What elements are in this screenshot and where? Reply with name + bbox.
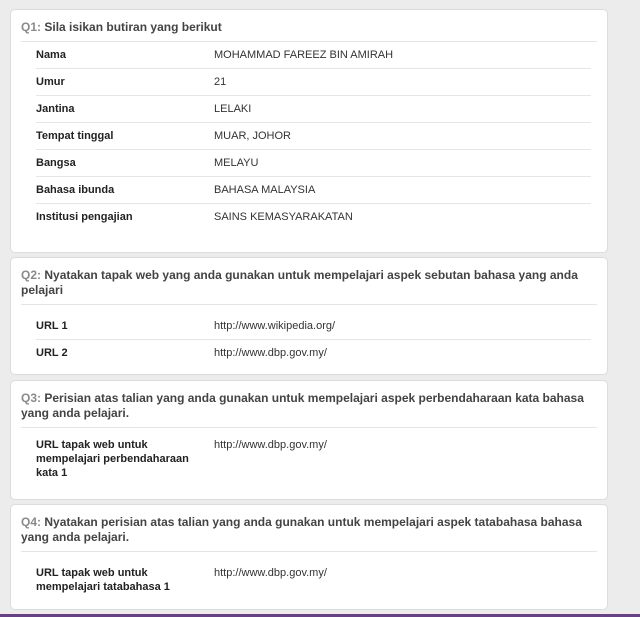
answer-row-institusi-pengajian bbox=[36, 204, 591, 230]
question-card-q2 bbox=[10, 257, 608, 375]
field-label: URL 1 bbox=[36, 320, 68, 332]
answer-table bbox=[21, 305, 597, 366]
question-card-q3 bbox=[10, 380, 608, 500]
field-label: URL tapak web untuk mempelajari perbendaharaan kata 1 bbox=[36, 439, 189, 479]
question-heading bbox=[21, 258, 597, 305]
answer-row-bahasa-ibunda bbox=[36, 177, 591, 204]
field-value: http://www.dbp.gov.my/ bbox=[214, 439, 327, 451]
field-label: Jantina bbox=[36, 103, 75, 115]
answer-row-url-1 bbox=[36, 313, 591, 340]
answer-row-bangsa bbox=[36, 150, 591, 177]
field-value: SAINS KEMASYARAKATAN bbox=[214, 211, 353, 223]
field-label: Institusi pengajian bbox=[36, 211, 133, 223]
field-value: http://www.dbp.gov.my/ bbox=[214, 347, 327, 359]
answer-row-tempat-tinggal bbox=[36, 123, 591, 150]
question-heading bbox=[21, 10, 597, 42]
question-heading bbox=[21, 505, 597, 552]
answer-row-umur bbox=[36, 69, 591, 96]
question-card-q4 bbox=[10, 504, 608, 610]
question-number: Q4: bbox=[21, 515, 42, 529]
field-value: MELAYU bbox=[214, 157, 259, 169]
answer-row-url-tatabahasa bbox=[36, 566, 591, 594]
field-value: MOHAMMAD FAREEZ BIN AMIRAH bbox=[214, 49, 394, 61]
question-text: Perisian atas talian yang anda gunakan untuk mempelajari aspek perbendaharaan kata bahasa yang anda pelajari. bbox=[21, 391, 584, 420]
answer-row-jantina bbox=[36, 96, 591, 123]
question-text: Sila isikan butiran yang berikut bbox=[44, 20, 222, 34]
question-text: Nyatakan perisian atas talian yang anda gunakan untuk mempelajari aspek tatabahasa bahasa yang anda pelajari. bbox=[21, 515, 582, 544]
field-value: http://www.dbp.gov.my/ bbox=[214, 567, 327, 579]
question-card-q1 bbox=[10, 9, 608, 253]
answer-table bbox=[21, 428, 597, 480]
answer-row-url-perbendaharaan-kata bbox=[36, 438, 591, 480]
field-label: Bahasa ibunda bbox=[36, 184, 115, 196]
field-label: URL tapak web untuk mempelajari tatabahasa 1 bbox=[36, 567, 170, 593]
question-text: Nyatakan tapak web yang anda gunakan untuk mempelajari aspek sebutan bahasa yang anda pelajari bbox=[21, 268, 578, 297]
answer-table bbox=[21, 42, 597, 230]
field-value: BAHASA MALAYSIA bbox=[214, 184, 316, 196]
field-label: Umur bbox=[36, 76, 65, 88]
field-value: 21 bbox=[214, 76, 227, 88]
question-heading bbox=[21, 381, 597, 428]
field-label: Nama bbox=[36, 49, 66, 61]
field-value: MUAR, JOHOR bbox=[214, 130, 291, 142]
answer-table bbox=[21, 552, 597, 594]
answer-row-url-2 bbox=[36, 340, 591, 366]
field-value: LELAKI bbox=[214, 103, 252, 115]
field-label: Tempat tinggal bbox=[36, 130, 114, 142]
answer-row-nama bbox=[36, 42, 591, 69]
question-number: Q3: bbox=[21, 391, 42, 405]
field-label: Bangsa bbox=[36, 157, 76, 169]
field-label: URL 2 bbox=[36, 347, 68, 359]
question-number: Q2: bbox=[21, 268, 42, 282]
question-number: Q1: bbox=[21, 20, 42, 34]
field-value: http://www.wikipedia.org/ bbox=[214, 320, 336, 332]
